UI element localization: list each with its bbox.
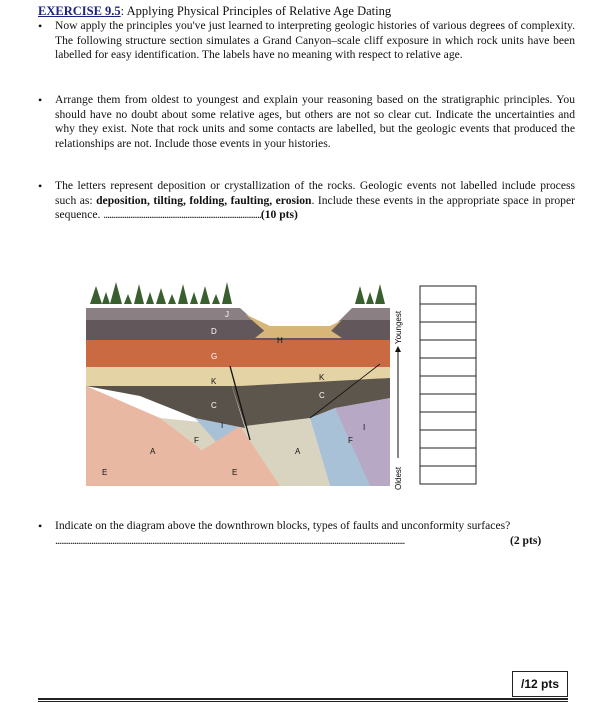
bullet-dot: • (38, 179, 43, 193)
bullet-dot: • (38, 519, 43, 533)
instruction-text-4 (55, 519, 575, 548)
exercise-title (38, 4, 391, 19)
answer-row[interactable] (420, 430, 476, 448)
answer-row[interactable] (420, 394, 476, 412)
label-I2: I (363, 423, 366, 432)
answer-row[interactable] (420, 304, 476, 322)
answer-row[interactable] (420, 286, 476, 304)
instruction-text-4a: Indicate on the diagram above the downthrown blocks, types of faults and unconformity surfaces? (55, 519, 511, 532)
dot-leader: ................................................................................... (103, 208, 261, 222)
axis-youngest: Youngest (394, 310, 403, 344)
points-label: (10 pts) (260, 208, 298, 222)
axis-oldest: Oldest (394, 466, 403, 490)
label-E2: E (232, 468, 238, 477)
instruction-text-3 (55, 179, 575, 223)
exercise-title-text: : Applying Physical Principles of Relative Age Dating (120, 4, 392, 18)
dot-leader: ........................................................................................................................................................................................ (55, 533, 405, 547)
score-box: /12 pts (512, 671, 568, 697)
bullet-dot: • (38, 93, 43, 107)
answer-row[interactable] (420, 412, 476, 430)
answer-row[interactable] (420, 376, 476, 394)
label-K2: K (319, 373, 325, 382)
instruction-text-1: Now apply the principles you've just learned to interpreting geologic histories of various degrees of complexity. The following structure section simulates a Grand Canyon–scale cliff exposure in which rock units have been labelled for easy identification. The labels have no meaning with respect to relative age. (55, 19, 575, 62)
age-order-table[interactable] (420, 286, 476, 484)
label-F1: F (194, 436, 199, 445)
label-D: D (211, 327, 217, 336)
exercise-label: EXERCISE 9.5 (38, 4, 121, 18)
label-C1: C (211, 401, 217, 410)
instruction-text-3a: The letters represent deposition or crystallization of the rocks. Geologic events not labelled include process such as: (55, 179, 575, 207)
label-K1: K (211, 377, 217, 386)
instruction-text-2: Arrange them from oldest to youngest and explain your reasoning based on the stratigraphic principles. You should have no doubt about some relative ages, but others are not so clear cut. Indicate the uncertainties and why they exist. Note that rock units and some contacts are labelled, but the geologic events that produced the relationships are not. Include those events in your histories. (55, 93, 575, 150)
answer-row[interactable] (420, 466, 476, 484)
footer-rule (38, 698, 568, 700)
label-J: J (225, 310, 229, 319)
footer-rule-thin (38, 701, 568, 702)
tree-line (90, 282, 385, 304)
label-A1: A (150, 447, 156, 456)
age-arrow-head (395, 346, 401, 352)
geologic-cross-section (80, 268, 480, 492)
points-label: (2 pts) (510, 533, 542, 547)
answer-row[interactable] (420, 448, 476, 466)
label-F2: F (348, 436, 353, 445)
event-list: deposition, tilting, folding, faulting, erosion (96, 193, 312, 207)
label-H: H (277, 336, 283, 345)
label-I1: I (221, 421, 224, 430)
label-C2: C (319, 391, 325, 400)
answer-row[interactable] (420, 340, 476, 358)
label-A2: A (295, 447, 301, 456)
instruction-text-3c: . Include these events in the appropriate space in proper sequence. (55, 193, 575, 222)
answer-row[interactable] (420, 322, 476, 340)
label-G: G (211, 352, 218, 361)
label-E1: E (102, 468, 108, 477)
answer-row[interactable] (420, 358, 476, 376)
bullet-dot: • (38, 19, 43, 33)
